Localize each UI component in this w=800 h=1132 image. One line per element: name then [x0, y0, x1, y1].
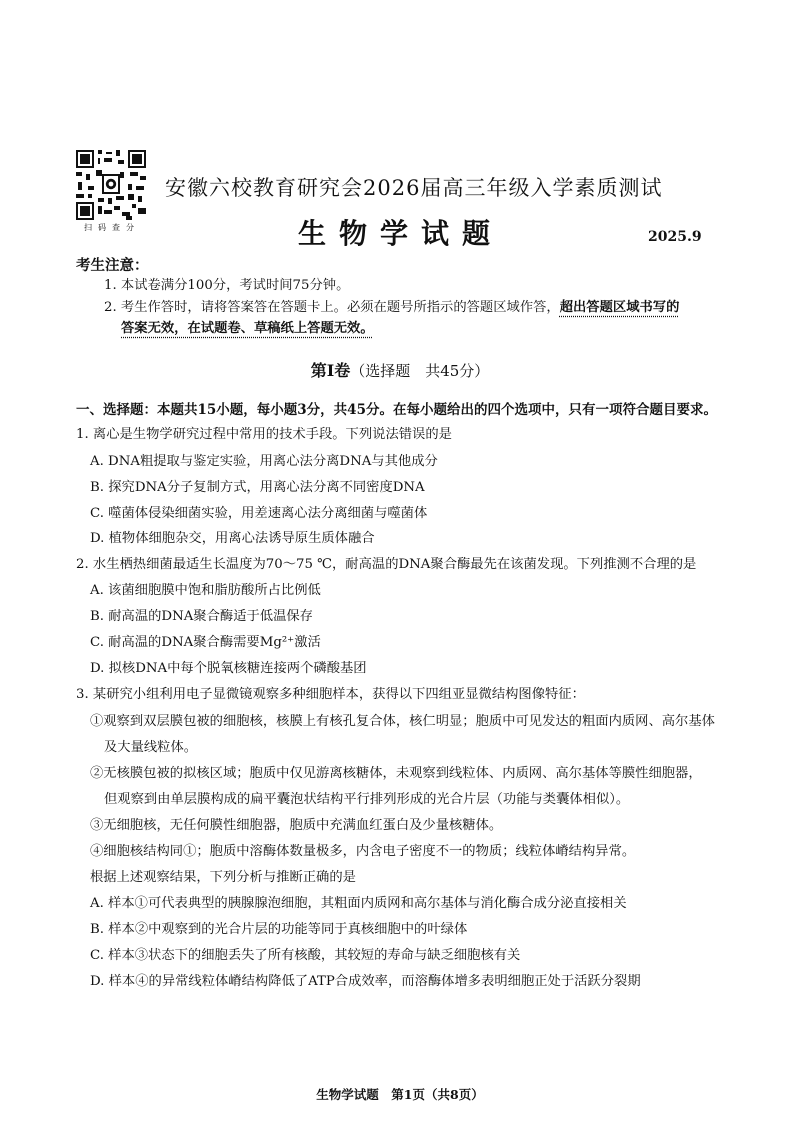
question-1-option-b: B. 探究DNA分子复制方式，用离心法分离不同密度DNA [90, 480, 425, 495]
question-3-observation-1a: ①观察到双层膜包被的细胞核，核膜上有核孔复合体，核仁明显；胞质中可见发达的粗面内质网、高尔基体 [90, 714, 715, 729]
question-2-stem: 2. 水生栖热细菌最适生长温度为70～75 ℃，耐高温的DNA聚合酶最先在该菌发现。下列推测不合理的是 [76, 557, 697, 572]
qr-caption: 扫码查分 [84, 223, 140, 232]
notice-item-2-text: 2. 考生作答时，请将答案答在答题卡上。必须在题号所指示的答题区域作答， [104, 300, 560, 315]
question-3-option-a: A. 样本①可代表典型的胰腺腺泡细胞，其粗面内质网和高尔基体与消化酶合成分泌直接相关 [90, 896, 627, 911]
question-3-option-d: D. 样本④的异常线粒体嵴结构降低了ATP合成效率，而溶酶体增多表明细胞正处于活跃分裂期 [90, 974, 641, 989]
question-3-observation-2a: ②无核膜包被的拟核区域；胞质中仅见游离核糖体，未观察到线粒体、内质网、高尔基体等膜性细胞器， [90, 766, 702, 781]
notice-item-2 [104, 298, 679, 318]
question-3-option-c: C. 样本③状态下的细胞丢失了所有核酸，其较短的寿命与缺乏细胞核有关 [90, 948, 521, 963]
question-1-stem: 1. 离心是生物学研究过程中常用的技术手段。下列说法错误的是 [76, 427, 452, 442]
question-2-option-b: B. 耐高温的DNA聚合酶适于低温保存 [90, 609, 313, 624]
exam-title: 生物学试题 [298, 217, 504, 250]
question-1-option-d: D. 植物体细胞杂交，用离心法诱导原生质体融合 [90, 531, 375, 546]
question-3-observation-3: ③无细胞核，无任何膜性细胞器，胞质中充满血红蛋白及少量核糖体。 [90, 818, 503, 833]
notice-item-2-emphasis-b: 答案无效，在试题卷、草稿纸上答题无效。 [121, 321, 374, 336]
notice-heading: 考生注意： [76, 257, 149, 274]
qr-code [76, 150, 146, 220]
notice-item-2-emphasis-a: 超出答题区域书写的 [559, 300, 680, 315]
question-3-observation-1b: 及大量线粒体。 [104, 740, 198, 755]
question-1-option-c: C. 噬菌体侵染细菌实验，用差速离心法分离细菌与噬菌体 [90, 506, 428, 521]
question-3-observation-4: ④细胞核结构同①；胞质中溶酶体数量极多，内含电子密度不一的物质；线粒体嵴结构异常。 [90, 844, 636, 859]
question-3-lead: 根据上述观察结果，下列分析与推断正确的是 [90, 870, 356, 885]
notice-item-1: 1. 本试卷满分100分，考试时间75分钟。 [104, 278, 350, 293]
question-2-option-d: D. 拟核DNA中每个脱氧核糖连接两个磷酸基团 [90, 661, 367, 676]
question-1-option-a: A. DNA粗提取与鉴定实验，用离心法分离DNA与其他成分 [90, 454, 438, 469]
question-3-option-b: B. 样本②中观察到的光合片层的功能等同于真核细胞中的叶绿体 [90, 922, 468, 937]
question-2-option-c: C. 耐高温的DNA聚合酶需要Mg²⁺激活 [90, 635, 321, 650]
exam-date: 2025.9 [648, 229, 702, 245]
question-2-option-a: A. 该菌细胞膜中饱和脂肪酸所占比例低 [90, 583, 321, 598]
organization-title: 安徽六校教育研究会2026届高三年级入学素质测试 [165, 176, 663, 200]
section-instruction: 一、选择题：本题共15小题，每小题3分，共45分。在每小题给出的四个选项中，只有一项符合题目要求。 [76, 402, 717, 418]
question-3-observation-2b: 但观察到由单层膜构成的扁平囊泡状结构平行排列形成的光合片层（功能与类囊体相似）。 [104, 792, 630, 807]
page-footer: 生物学试题 第1页（共8页） [316, 1087, 484, 1102]
section-title-bold: 第Ⅰ卷 [310, 361, 351, 380]
section-title [0, 358, 800, 381]
section-title-rest: （选择题 共45分） [350, 362, 490, 380]
question-3-stem: 3. 某研究小组利用电子显微镜观察多种细胞样本，获得以下四组亚显微结构图像特征： [76, 687, 585, 702]
